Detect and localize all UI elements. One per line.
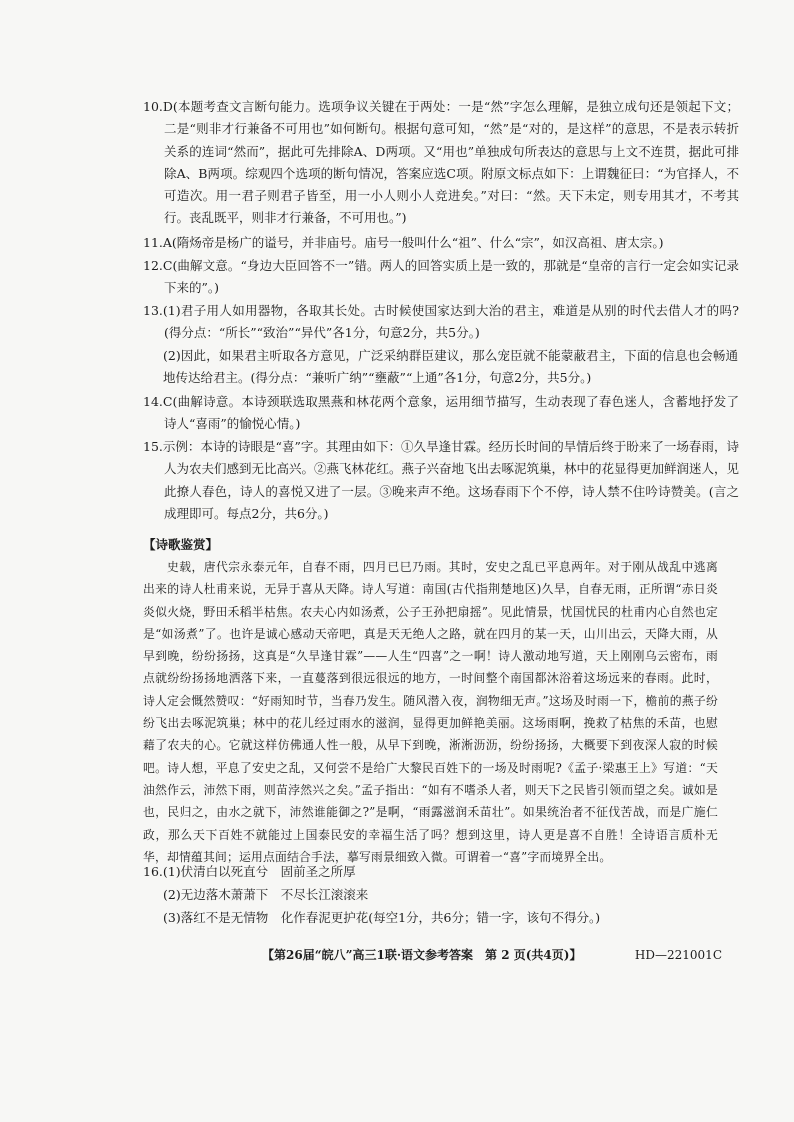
page-footer (262, 946, 722, 964)
footer-code: HD—221001C (634, 948, 722, 962)
section-title-poetry-appreciation: 【诗歌鉴赏】 (143, 537, 219, 552)
answer-q16-line3: (3)落红不是无情物 化作春泥更护花(每空1分，共6分；错一字，该句不得分。) (163, 910, 601, 925)
answer-q15: 15.示例：本诗的诗眼是“喜”字。其理由如下：①久旱逢甘霖。经历长时间的旱情后终于盼来了一场春雨，诗人为农夫们感到无比高兴。②燕飞林花红。燕子兴奋地飞出去啄泥筑巢，林中的花显得更加鲜润迷人，见此撩人春色，诗人的喜悦又进了一层。③晚来声不绝。这场春雨下个不停，诗人禁不住吟诗赞美。(言之成理即可。每点2分，共6分。) (143, 439, 740, 521)
answer-q16-line1: 16.(1)伏清白以死直兮 固前圣之所厚 (143, 864, 356, 879)
answer-q13-part1: 13.(1)君子用人如用器物，各取其长处。古时候使国家达到大治的君主，难道是从别的时代去借人才的吗?(得分点：“所长”“致治”“异代”各1分，句意2分，共5分。) (143, 303, 739, 341)
answer-q12: 12.C(曲解文意。“身边大臣回答不一”错。两人的回答实质上是一致的，那就是“皇帝的言行一定会如实记录下来的”。) (143, 258, 739, 296)
footer-title: 【第26届“皖八”高三1联·语文参考答案 第 2 页(共4页)】 (262, 948, 582, 962)
answer-q16-line2: (2)无边落木萧萧下 不尽长江滚滚来 (163, 887, 369, 902)
answer-q14: 14.C(曲解诗意。本诗颈联选取黑燕和林花两个意象，运用细节描写，生动表现了春色迷人，含蓄地抒发了诗人“喜雨”的愉悦心情。) (143, 394, 739, 432)
answer-q11: 11.A(隋炀帝是杨广的谥号，并非庙号。庙号一般叫什么“祖”、什么“宗”，如汉高祖、唐太宗。) (143, 235, 664, 250)
answer-q13-part2: (2)因此，如果君主听取各方意见，广泛采纳群臣建议，那么宠臣就不能蒙蔽君主，下面的信息也会畅通地传达给君主。(得分点：“兼听广纳”“壅蔽”“上通”各1分，句意2分，共5分。) (163, 348, 738, 386)
answer-q10: 10.D(本题考查文言断句能力。选项争议关键在于两处：一是“然”字怎么理解，是独立成句还是领起下文；二是“则非才行兼备不可用也”如何断句。根据句意可知，“然”是“对的，是这样”的意思，不是表示转折关系的连词“然而”，据此可先排除A、D两项。又“用也”单独成句所表达的意思与上文不连贯，据此可排除A、B两项。综观四个选项的断句情况，答案应选C项。附原文标点如下：上谓魏征曰：“为官择人，不可造次。用一君子则君子皆至，用一小人则小人竞进矣。”对曰：“然。天下未定，则专用其才，不考其行。丧乱既平，则非才行兼备，不可用也。”) (143, 99, 739, 226)
poetry-appreciation-text: 史载，唐代宗永泰元年，自春不雨，四月已巳乃雨。其时，安史之乱已平息两年。对于刚从战乱中逃离出来的诗人杜甫来说，无异于喜从天降。诗人写道：南国(古代指荆楚地区)久旱，自春无雨，正所谓“赤日炎炎似火烧，野田禾稻半枯焦。农夫心内如汤煮，公子王孙把扇摇”。见此情景，忧国忧民的杜甫内心自然也定是“如汤煮”了。也许是诚心感动天帝吧，真是天无绝人之路，就在四月的某一天，山川出云，天降大雨，从早到晚，纷纷扬扬，这真是“久旱逢甘霖”——人生“四喜”之一啊！诗人激动地写道，天上刚刚乌云密布，雨点就纷纷扬扬地洒落下来，一直蔓落到很远很远的地方，一时间整个南国都沐浴着这场远来的春雨。此时，诗人定会慨然赞叹：“好雨知时节，当春乃发生。随风潜入夜，润物细无声。”这场及时雨一下，檐前的燕子纷纷飞出去啄泥筑巢；林中的花儿经过雨水的滋润，显得更加鲜艳美丽。这场雨啊，挽救了枯焦的禾苗，也慰藉了农夫的心。它就这样仿佛通人性一般，从早下到晚，淅淅沥沥，纷纷扬扬，大概要下到夜深人寂的时候吧。诗人想，平息了安史之乱，又何尝不是给广大黎民百姓下的一场及时雨呢?《孟子·梁惠王上》写道：“天油然作云，沛然下雨，则苗浡然兴之矣。”孟子指出：“如有不嗜杀人者，则天下之民皆引领而望之矣。诚如是也，民归之，由水之就下，沛然谁能御之?”是啊，“雨露滋润禾苗壮”。如果统治者不征伐苦战，而是广施仁政，那么天下百姓不就能过上国泰民安的幸福生活了吗？想到这里，诗人更是喜不自胜！全诗语言质朴无华，却情蕴其间；运用点面结合手法，摹写雨景细致入微。可谓着一“喜”字而境界全出。 (143, 560, 718, 864)
